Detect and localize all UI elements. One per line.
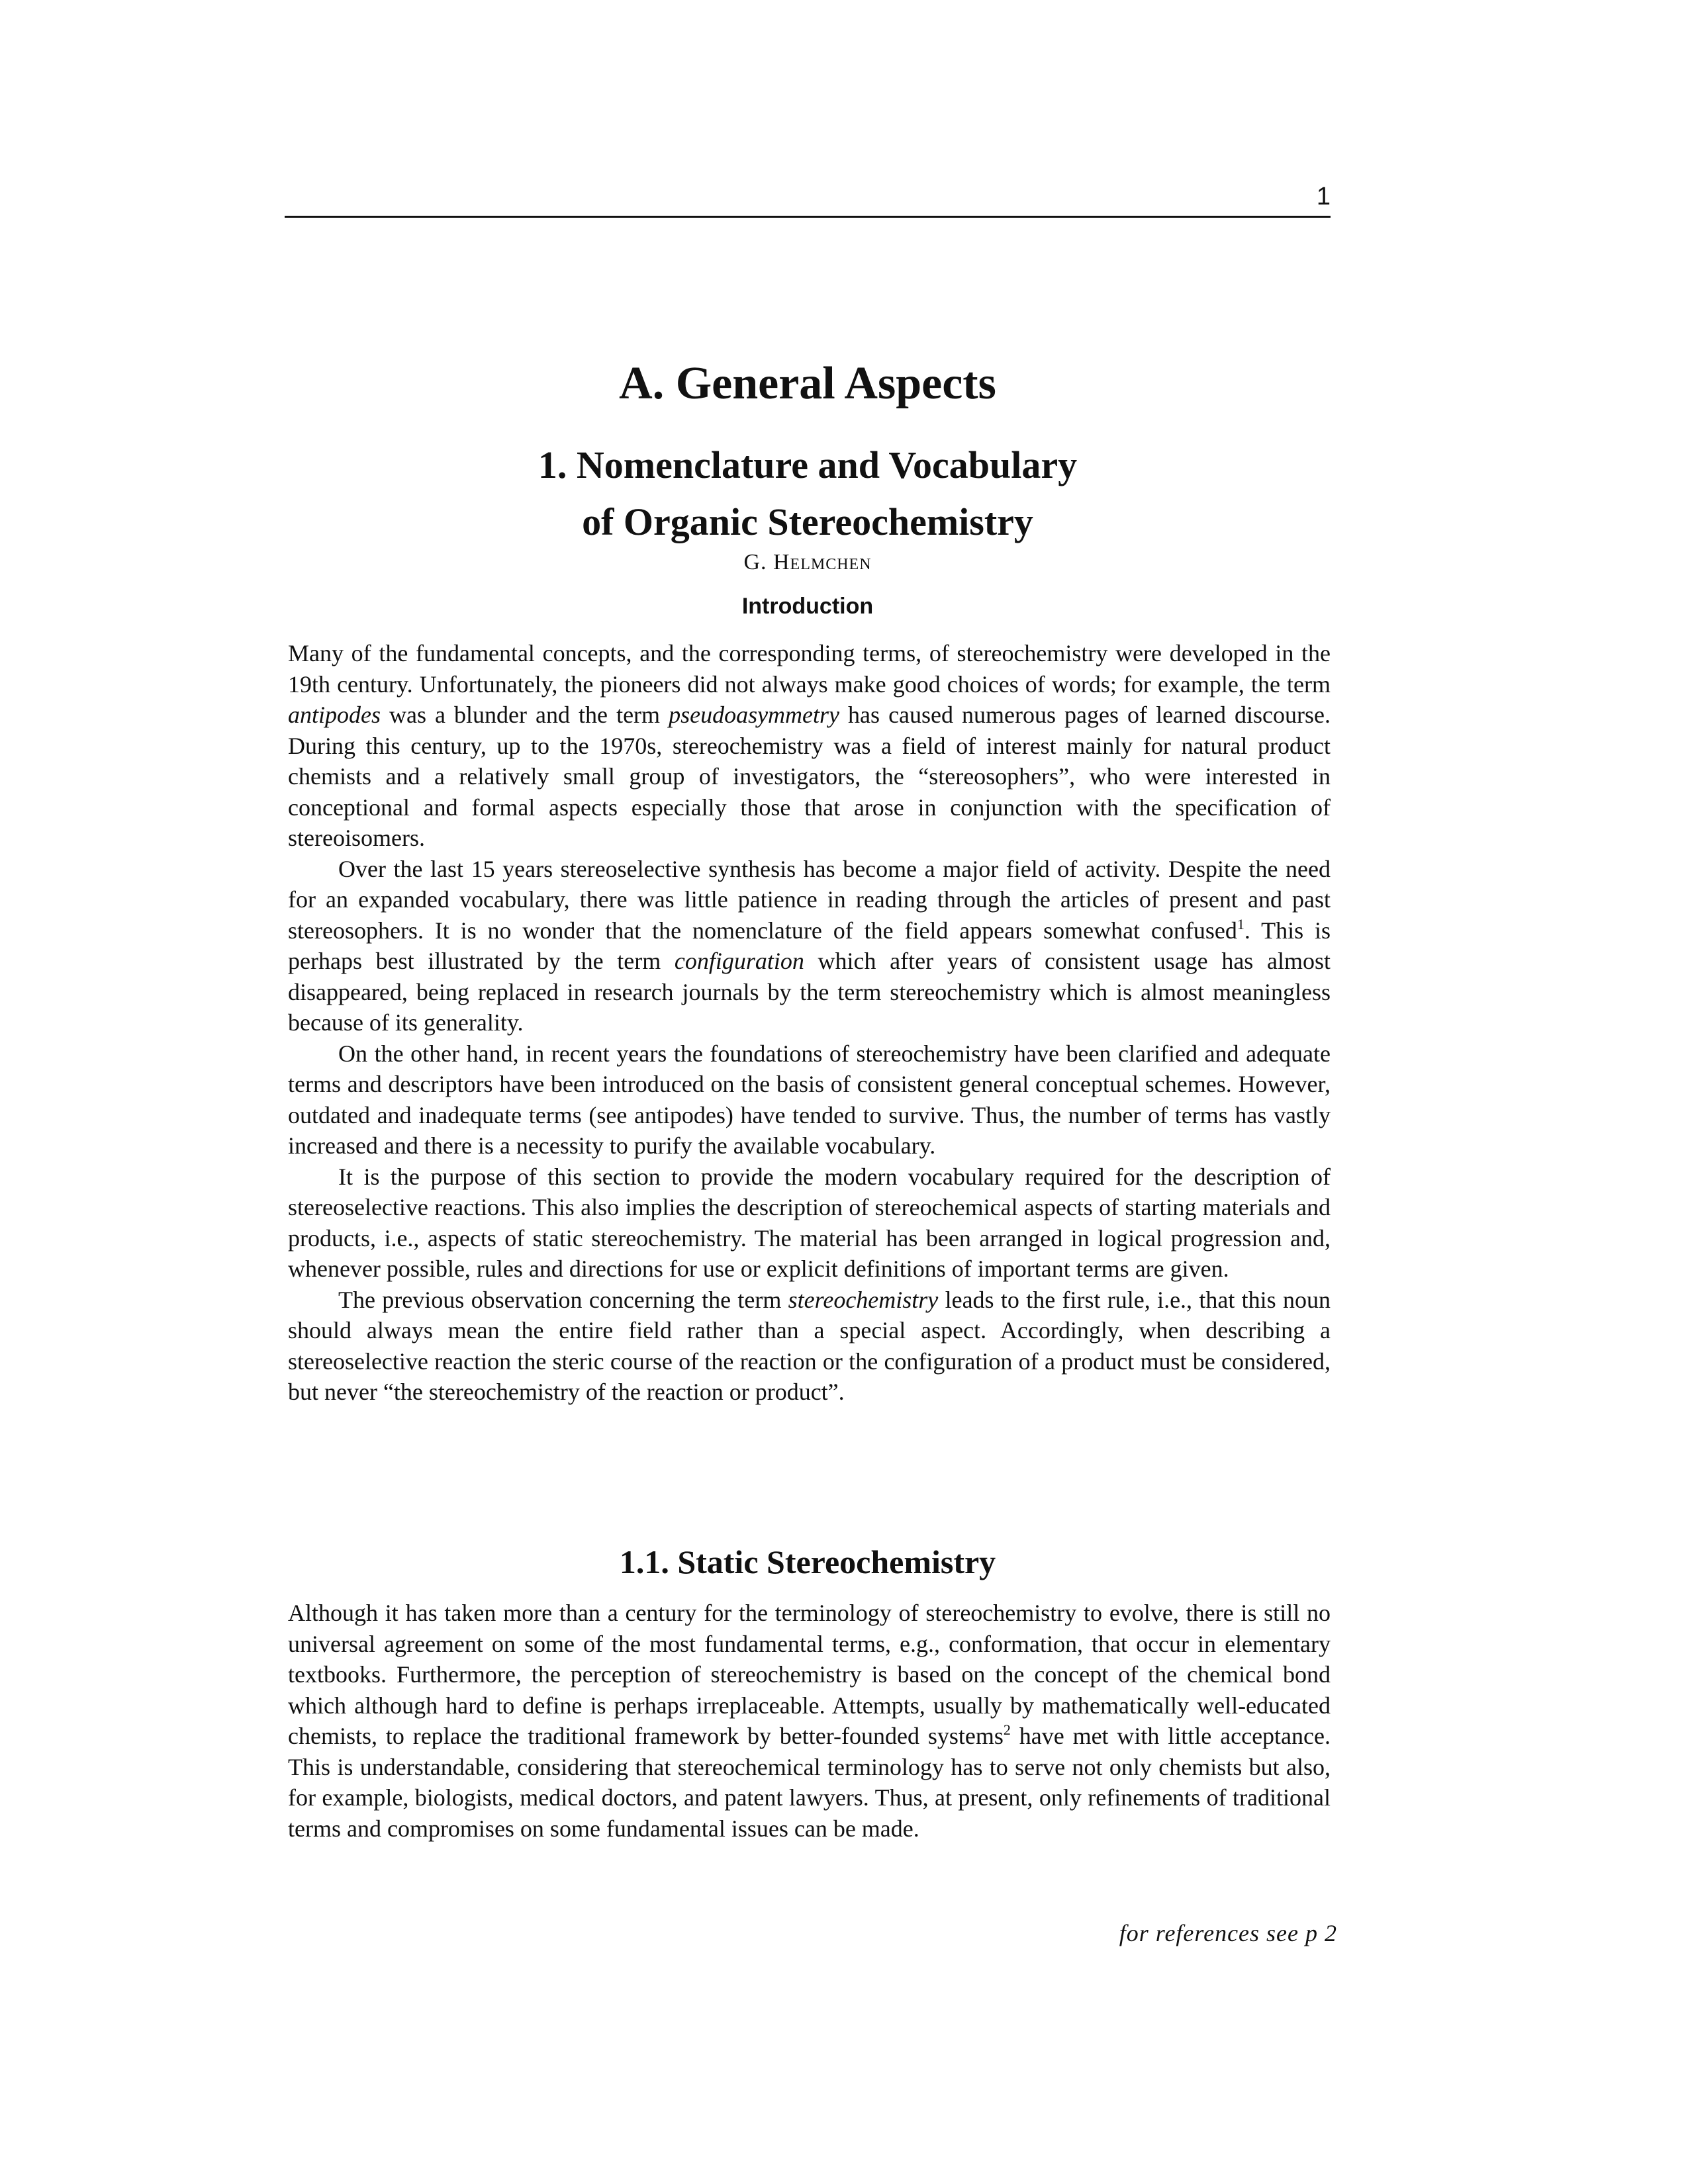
intro-paragraph-5: The previous observation concerning the term stereochemistry leads to the first rule, i.e., that this noun should always mean the entire field rather than a special aspect. Accordingly, when describing a stereoselective reaction the steric course of the reaction or the configuration of a product must be considered, but never “the stereochemistry of the reaction or product”. [288, 1286, 1331, 1405]
section-heading: 1.1. Static Stereochemistry [619, 1543, 996, 1580]
chapter-title-line2: of Organic Stereochemistry [582, 500, 1033, 543]
author: G. Helmchen [743, 550, 872, 574]
introduction-body [288, 638, 1331, 1408]
part-title: A. General Aspects [619, 358, 996, 409]
reference-marker: 1 [1237, 915, 1244, 933]
intro-paragraph-4: It is the purpose of this section to provide the modern vocabulary required for the description of stereoselective reactions. This also implies the description of stereochemical aspects of starting materials and products, i.e., aspects of static stereochemistry. The material has been arranged in logical progression and, whenever possible, rules and directions for use or explicit definitions of important terms are given. [288, 1163, 1331, 1282]
term-stereochemistry: stereochemistry [788, 1286, 939, 1313]
introduction-heading: Introduction [741, 594, 874, 619]
chapter-title [285, 437, 1331, 551]
page-number: 1 [1316, 183, 1331, 210]
reference-marker: 2 [1003, 1721, 1011, 1738]
term-configuration: configuration [674, 948, 804, 974]
term-pseudoasymmetry: pseudoasymmetry [669, 702, 840, 728]
header-rule [285, 216, 1331, 218]
footer-reference-note: for references see p 2 [1119, 1920, 1337, 1946]
term-antipodes: antipodes [288, 702, 381, 728]
intro-paragraph-1: Many of the fundamental concepts, and the corresponding terms, of stereochemistry were developed in the 19th century. Unfortunately, the pioneers did not always make good choices of words; for example, the term antipodes was a blunder and the term pseudoasymmetry has caused numerous pages of learned discourse. During this century, up to the 1970s, stereochemistry was a field of interest mainly for natural product chemists and a relatively small group of investigators, the “stereosophers”, who were interested in conceptional and formal aspects especially those that arose in conjunction with the specification of stereoisomers. [288, 640, 1331, 851]
section-body [288, 1598, 1331, 1844]
intro-paragraph-3: On the other hand, in recent years the foundations of stereochemistry have been clarified and adequate terms and descriptors have been introduced on the basis of consistent general conceptual schemes. However, outdated and inadequate terms (see antipodes) have tended to survive. Thus, the number of terms has vastly increased and there is a necessity to purify the available vocabulary. [288, 1040, 1331, 1159]
section-paragraph-1: Although it has taken more than a century for the terminology of stereochemistry to evolve, there is still no universal agreement on some of the most fundamental terms, e.g., conformation, that occur in elementary textbooks. Furthermore, the perception of stereochemistry is based on the concept of the chemical bond which although hard to define is perhaps irreplaceable. Attempts, usually by mathematically well-educated chemists, to replace the traditional framework by better-founded systems$^2$ have met with little acceptance. This is understandable, considering that stereochemical terminology has to serve not only chemists but also, for example, biologists, medical doctors, and patent lawyers. Thus, at present, only refinements of traditional terms and compromises on some fundamental issues can be made. [288, 1600, 1331, 1842]
chapter-title-line1: 1. Nomenclature and Vocabulary [538, 443, 1078, 486]
intro-paragraph-2: Over the last 15 years stereoselective synthesis has become a major field of activity. Despite the need for an expanded vocabulary, there was little patience in reading through the articles of present and past stereosophers. It is no wonder that the nomenclature of the field appears somewhat confused$^1$. This is perhaps best illustrated by the term configuration which after years of consistent usage has almost disappeared, being replaced in research journals by the term stereochemistry which is almost meaningless because of its generality. [288, 855, 1331, 1036]
